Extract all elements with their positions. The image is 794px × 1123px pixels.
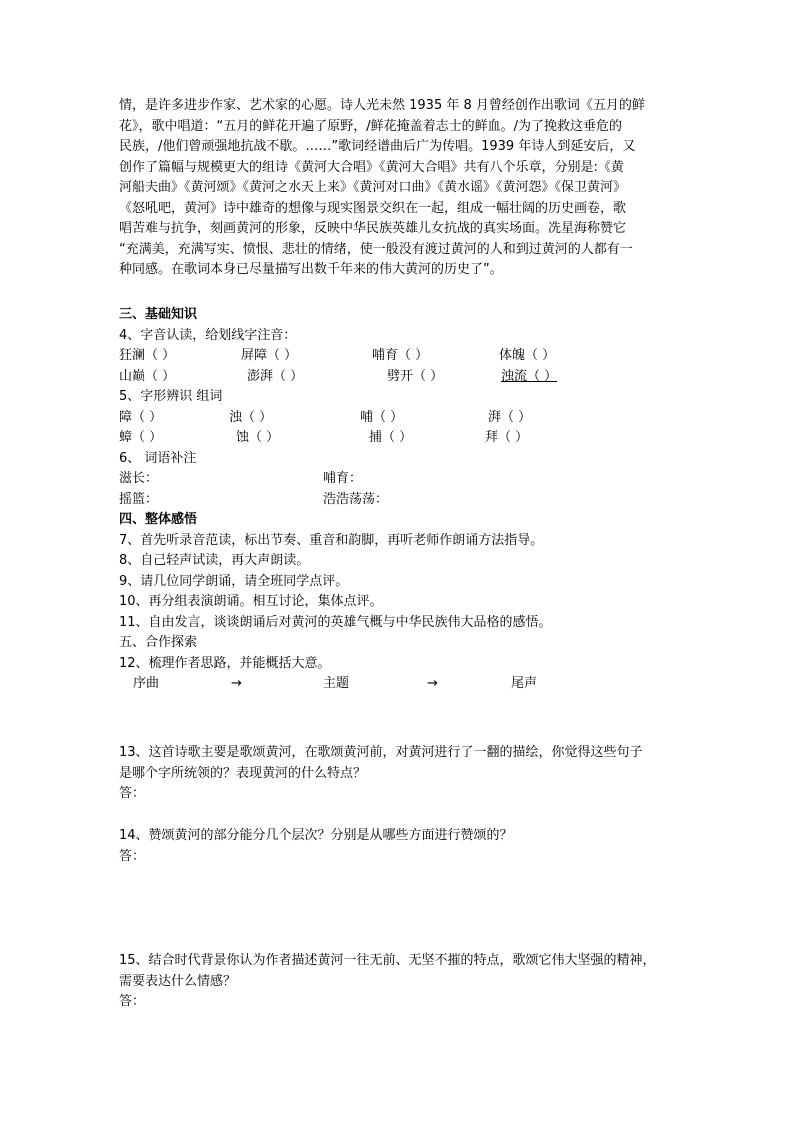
question-12-prompt: 12、梳理作者思路，并能概括大意。 [119, 655, 331, 671]
question-text: 13、这首诗歌主要是歌颂黄河，在歌颂黄河前，对黄河进行了一翻的描绘，你觉得这些句子 [119, 745, 643, 760]
question-14 [119, 826, 679, 867]
question-4-row [119, 367, 679, 388]
list-item: 11、自由发言，谈谈朗诵后对黄河的英雄气概与中华民族伟大品格的感悟。 [119, 614, 552, 630]
pinyin-item[interactable]: 浊流（ ） [501, 368, 558, 384]
vocab-item[interactable]: 摇篮： [119, 491, 159, 507]
word-item[interactable]: 捕（ ） [369, 430, 413, 445]
list-item: 8、自己轻声试读，再大声朗读。 [119, 553, 310, 568]
pinyin-item[interactable]: 哺育（ ） [372, 348, 429, 363]
list-item: 9、请几位同学朗诵，请全班同学点评。 [119, 573, 349, 589]
question-5-prompt: 5、字形辨识 组词 [119, 389, 223, 404]
section-heading: 五、合作探索 [119, 635, 198, 650]
word-item[interactable]: 浊（ ） [229, 409, 273, 425]
question-6-row [119, 490, 679, 511]
intro-line: 花》，歌中唱道：“五月的鲜花开遍了原野，/鲜花掩盖着志士的鲜血。/为了挽救这垂危的 [119, 118, 622, 134]
pinyin-item[interactable]: 屏障（ ） [241, 348, 298, 363]
section-heading: 四、整体感悟 [119, 512, 198, 527]
word-item[interactable]: 湃（ ） [488, 409, 532, 425]
pinyin-item[interactable]: 体魄（ ） [499, 348, 556, 363]
intro-line: 创作了篇幅与规模更大的组诗《黄河大合唱》《黄河大合唱》共有八个乐章，分别是:《黄 [119, 159, 624, 175]
word-item[interactable]: 蟑（ ） [119, 430, 163, 445]
intro-line: 民族，/他们曾顽强地抗战不歇。……”歌词经谱曲后广为传唱。1939 年诗人到延安后，又 [119, 139, 636, 154]
word-item[interactable]: 蚀（ ） [236, 430, 280, 445]
intro-line: 情，是许多进步作家、艺术家的心愿。诗人光未然 1935 年 8 月曾经创作出歌词《五月的鲜 [119, 98, 645, 113]
word-item[interactable]: 哺（ ） [360, 409, 404, 425]
question-text: 14、赞颂黄河的部分能分几个层次？分别是从哪些方面进行赞颂的？ [119, 828, 513, 843]
answer-label[interactable]: 答： [119, 786, 146, 801]
answer-label[interactable]: 答： [119, 994, 146, 1009]
structure-flow [119, 674, 679, 695]
vocab-item[interactable]: 滋长： [119, 471, 159, 486]
question-4-row [119, 346, 679, 367]
vocab-item[interactable]: 浩浩荡荡： [323, 491, 389, 507]
question-5-row [119, 428, 679, 449]
word-item[interactable]: 拜（ ） [485, 430, 529, 445]
pinyin-item[interactable]: 狂澜（ ） [119, 348, 176, 363]
flow-step: 主题 [323, 676, 350, 691]
intro-line: “充满美，充满写实、愤恨、悲壮的情绪，使一般没有渡过黄河的人和到过黄河的人都有一 [119, 241, 633, 257]
question-4-prompt: 4、字音认读，给划线字注音： [119, 327, 297, 343]
section-basic-knowledge [119, 305, 679, 695]
intro-line: 唱苦难与抗争，刻画黄河的形象，反映中华民族英雄儿女抗战的真实场面。冼星海称赞它 [119, 221, 627, 236]
question-6-prompt: 6、 词语补注 [119, 450, 197, 466]
arrow-icon: → [427, 676, 438, 691]
intro-line: 《怒吼吧，黄河》诗中雄奇的想像与现实图景交织在一起，组成一幅壮阔的历史画卷，歌 [119, 200, 627, 216]
question-text: 需要表达什么情感？ [119, 973, 237, 989]
question-text: 是哪个字所统领的？表现黄河的什么特点？ [119, 765, 367, 781]
flow-step: 序曲 [133, 676, 160, 691]
question-15 [119, 951, 679, 1013]
flow-step: 尾声 [511, 676, 538, 691]
arrow-icon: → [231, 676, 242, 691]
question-6-row [119, 469, 679, 490]
answer-label[interactable]: 答： [119, 848, 146, 864]
list-item: 10、再分组表演朗诵。相互讨论，集体点评。 [119, 594, 383, 609]
intro-paragraph [119, 96, 679, 281]
question-13 [119, 743, 679, 805]
question-5-row [119, 408, 679, 429]
vocab-item[interactable]: 哺育： [323, 471, 363, 486]
intro-line: 河船夫曲》《黄河颂》《黄河之水天上来》《黄河对口曲》《黄水谣》《黄河怨》《保卫黄河》 [119, 180, 627, 195]
pinyin-item[interactable]: 劈开（ ） [387, 368, 444, 384]
question-text: 15、结合时代背景你认为作者描述黄河一往无前、无坚不摧的特点，歌颂它伟大坚强的精神， [119, 953, 656, 968]
pinyin-item[interactable]: 山巅（ ） [119, 368, 176, 384]
intro-line: 种同感。在歌词本身已尽量描写出数千年来的伟大黄河的历史了”。 [119, 262, 503, 277]
word-item[interactable]: 障（ ） [119, 409, 163, 425]
section-heading: 三、基础知识 [119, 307, 198, 322]
pinyin-item[interactable]: 澎湃（ ） [247, 368, 304, 384]
list-item: 7、首先听录音范读，标出节奏、重音和韵脚，再听老师作朗诵方法指导。 [119, 532, 544, 548]
